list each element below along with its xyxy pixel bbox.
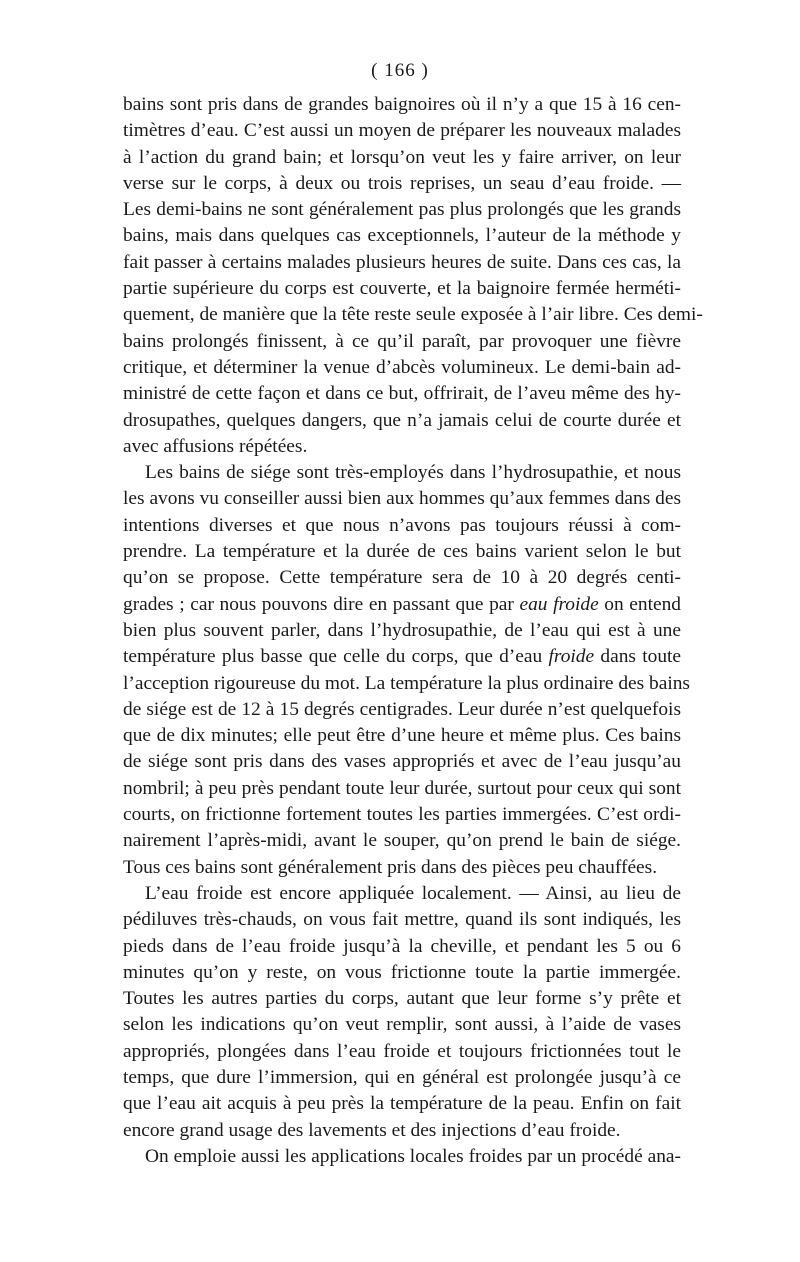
text-line: encore grand usage des lavements et des injections d’eau froide. (123, 1119, 621, 1141)
text-line: ministré de cette façon et dans ce but, offrirait, de l’aveu même des hy- (123, 383, 681, 405)
text-segment: grades ; car nous pouvons dire en passant que par (123, 593, 520, 615)
text-line: temps, que dure l’immersion, qui en général est prolongée jusqu’à ce (123, 1066, 681, 1088)
text-line: de siége sont pris dans des vases appropriés et avec de l’eau jusqu’au (123, 751, 681, 773)
text-line: que de dix minutes; elle peut être d’une heure et même plus. Ces bains (123, 725, 681, 747)
text-line-emphasis (123, 592, 681, 618)
text-segment: on entend (598, 593, 681, 615)
text-line: nombril; à peu près pendant toute leur durée, surtout pour ceux qui sont (123, 777, 681, 799)
text-line: L’eau froide est encore appliquée localement. — Ainsi, au lieu de (145, 882, 681, 904)
text-line: courts, on frictionne fortement toutes les parties immergées. C’est ordi- (123, 804, 681, 826)
text-line: bains sont pris dans de grandes baignoires où il n’y a que 15 à 16 cen- (123, 94, 681, 115)
text-line: intentions diverses et que nous n’avons pas toujours réussi à com- (123, 514, 681, 536)
text-line: qu’on se propose. Cette température sera de 10 à 20 degrés centi- (123, 567, 681, 589)
text-line: verse sur le corps, à deux ou trois reprises, un seau d’eau froide. — (123, 172, 681, 194)
body-text (123, 92, 703, 1170)
text-line: On emploie aussi les applications locales froides par un procédé ana- (145, 1145, 681, 1167)
text-line-emphasis (123, 644, 681, 670)
text-segment: température plus basse que celle du corps, que d’eau (123, 646, 549, 668)
text-line: pieds dans de l’eau froide jusqu’à la cheville, et pendant les 5 ou 6 (123, 935, 681, 957)
text-line: critique, et déterminer la venue d’abcès volumineux. Le demi-bain ad- (123, 356, 681, 378)
text-line: fait passer à certains malades plusieurs heures de suite. Dans ces cas, la (123, 251, 681, 273)
text-line: bains, mais dans quelques cas exceptionnels, l’auteur de la méthode y (123, 225, 681, 247)
text-line: que l’eau ait acquis à peu près la température de la peau. Enfin on fait (123, 1093, 681, 1115)
text-line: appropriés, plongées dans l’eau froide et toujours frictionnées tout le (123, 1040, 681, 1062)
text-line: les avons vu conseiller aussi bien aux hommes qu’aux femmes dans des (123, 488, 681, 510)
text-line: bien plus souvent parler, dans l’hydrosupathie, de l’eau qui est à une (123, 619, 681, 641)
text-line: pédiluves très-chauds, on vous fait mettre, quand ils sont indiqués, les (123, 909, 681, 931)
text-line: timètres d’eau. C’est aussi un moyen de préparer les nouveaux malades (123, 120, 681, 142)
italic-emphasis: froide (548, 646, 595, 668)
text-segment: dans toute (594, 646, 682, 668)
text-line: minutes qu’on y reste, on vous frictionne toute la partie immergée. (123, 961, 681, 983)
text-line: partie supérieure du corps est couverte, et la baignoire fermée herméti- (123, 278, 681, 300)
text-line: Toutes les autres parties du corps, autant que leur forme s’y prête et (123, 988, 681, 1010)
text-line: prendre. La température et la durée de ces bains varient selon le but (123, 541, 681, 563)
text-line: Les demi-bains ne sont généralement pas plus prolongés que les grands (123, 199, 681, 221)
text-line: quement, de manière que la tête reste seule exposée à l’air libre. Ces demi- (123, 304, 703, 326)
text-line: selon les indications qu’on veut remplir, sont aussi, à l’aide de vases (123, 1014, 681, 1036)
text-line: drosupathes, quelques dangers, que n’a jamais celui de courte durée et (123, 409, 681, 431)
text-line: de siége est de 12 à 15 degrés centigrades. Leur durée n’est quelquefois (123, 698, 681, 720)
text-line: bains prolongés finissent, à ce qu’il paraît, par provoquer une fièvre (123, 330, 681, 352)
italic-emphasis: eau froide (519, 593, 599, 615)
text-line: nairement l’après-midi, avant le souper, qu’on prend le bain de siége. (123, 830, 681, 852)
text-line: Les bains de siége sont très-employés dans l’hydrosupathie, et nous (145, 462, 681, 484)
text-line: avec affusions répétées. (123, 435, 308, 457)
text-line: à l’action du grand bain; et lorsqu’on veut les y faire arriver, on leur (123, 146, 681, 168)
text-line: Tous ces bains sont généralement pris dans des pièces peu chauffées. (123, 856, 658, 878)
page-number: ( 166 ) (371, 60, 429, 81)
text-line: l’acception rigoureuse du mot. La température la plus ordinaire des bains (123, 672, 690, 694)
